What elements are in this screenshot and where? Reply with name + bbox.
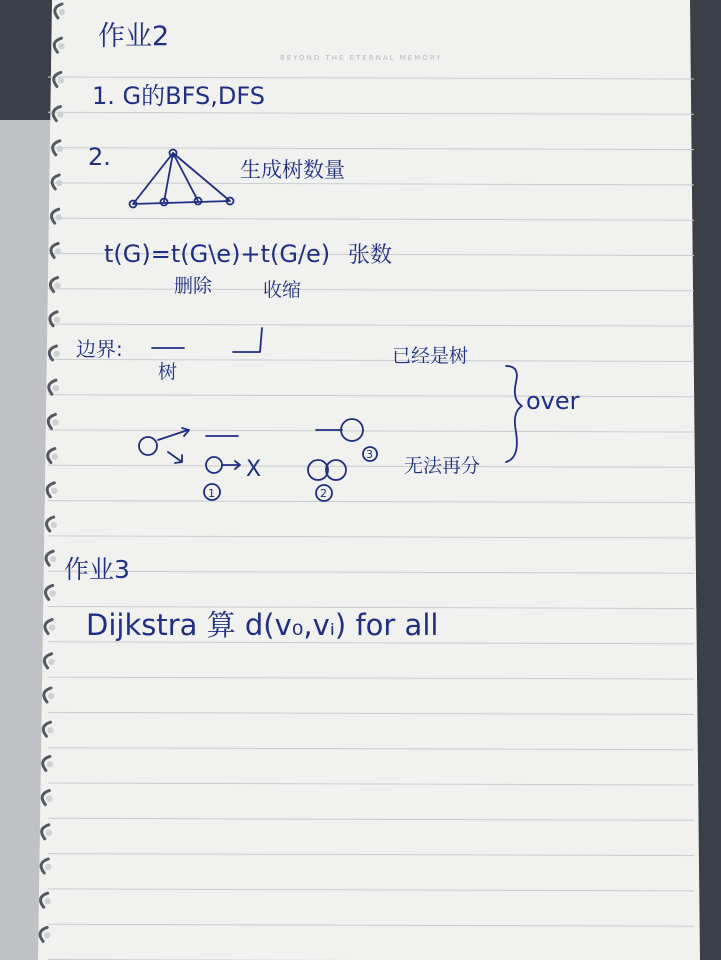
cannot-split-label: 无法再分 (404, 455, 481, 477)
binding-hole (53, 385, 59, 391)
binding-hole (54, 317, 60, 323)
circled-number-1: 1 (208, 487, 215, 500)
binding-hole (45, 898, 51, 904)
binding-hole (49, 590, 55, 596)
binding-hole (58, 77, 64, 83)
header-watermark: BEYOND THE ETERNAL MEMORY (280, 54, 443, 62)
binding-hole (59, 9, 65, 15)
homework3-title: 作业3 (64, 555, 130, 584)
binding-hole (47, 727, 53, 733)
binding-hole (50, 556, 56, 562)
deletion-contraction-formula: t(G)=t(G\e)+t(G/e) (104, 240, 331, 268)
binding-hole (46, 795, 52, 801)
binding-hole (56, 180, 62, 186)
already-tree-label: 已经是树 (392, 345, 469, 367)
binding-hole (57, 146, 63, 152)
binding-hole (57, 111, 63, 117)
binding-hole (48, 659, 54, 665)
binding-hole (44, 932, 50, 938)
binding-hole (52, 419, 58, 425)
binding-hole (55, 248, 61, 254)
binding-hole (47, 761, 53, 767)
item2-number: 2. (88, 143, 111, 171)
over-text: over (526, 387, 580, 415)
spanning-tree-count-label: 生成树数量 (240, 158, 345, 182)
tree-label: 树 (158, 361, 178, 383)
boundary-label: 边界: (76, 337, 123, 361)
binding-hole (58, 43, 64, 49)
cross-mark: X (246, 457, 262, 482)
binding-hole (51, 522, 57, 528)
notebook-page (38, 0, 700, 960)
binding-hole (51, 488, 57, 494)
circled-number-3: 3 (366, 448, 373, 461)
delete-label: 删除 (174, 275, 213, 297)
binding-hole (53, 351, 59, 357)
binding-hole (54, 282, 60, 288)
formula-note: 张数 (348, 243, 393, 268)
binding-hole (49, 624, 55, 630)
binding-hole (46, 830, 52, 836)
contract-label: 收缩 (263, 279, 302, 301)
binding-hole (52, 453, 58, 459)
binding-hole (45, 864, 51, 870)
circled-number-2: 2 (320, 487, 327, 500)
homework2-title: 作业2 (98, 21, 170, 52)
binding-hole (48, 693, 54, 699)
dijkstra-line: Dijkstra 算 d(v₀,vᵢ) for all (86, 608, 439, 642)
item1-text: 1. G的BFS,DFS (92, 82, 265, 110)
binding-hole (56, 214, 62, 220)
